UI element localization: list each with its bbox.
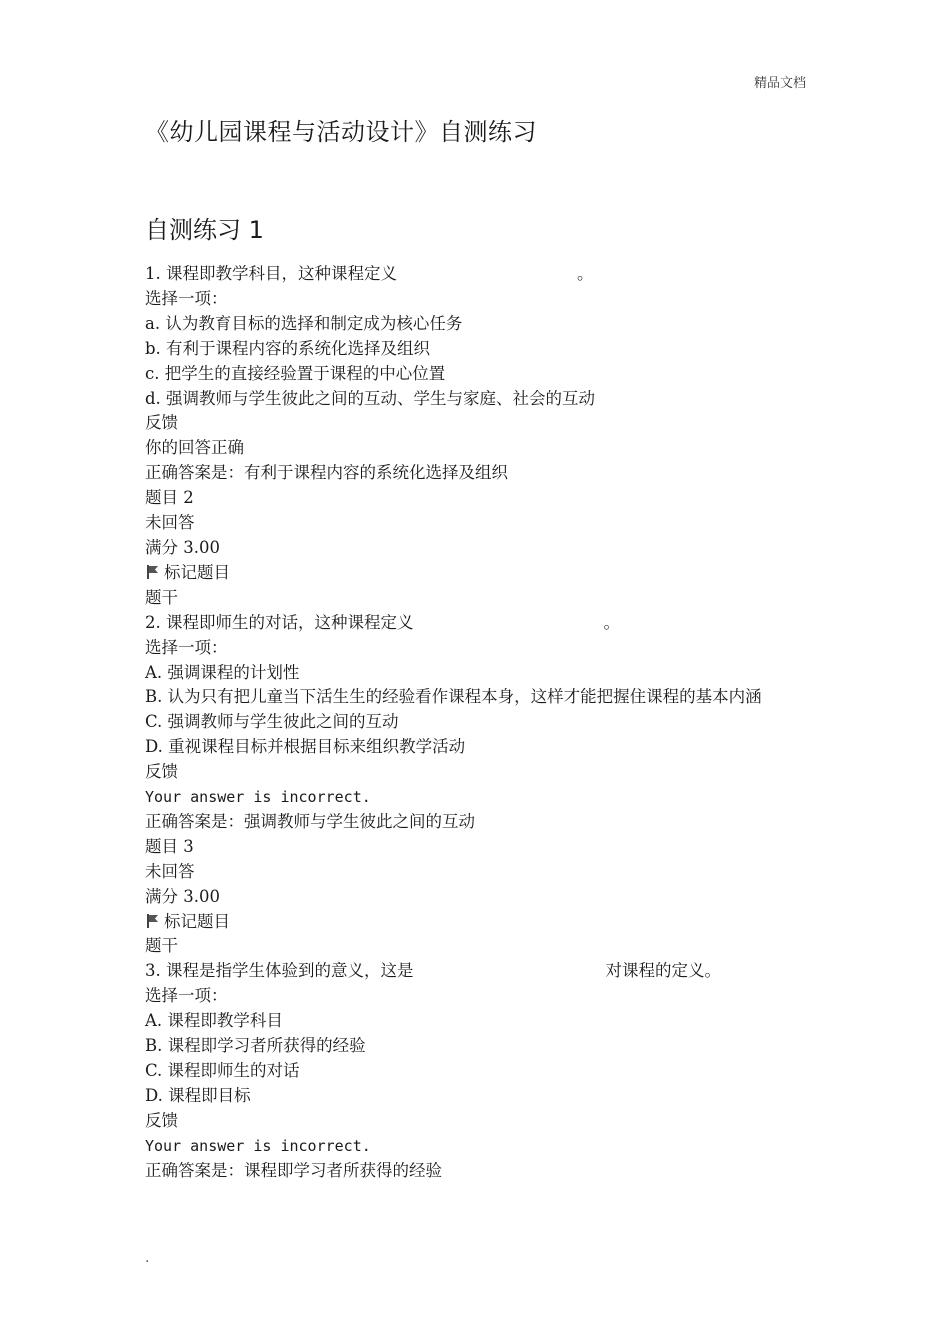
- q2-feedback-text: Your answer is incorrect.: [145, 788, 371, 807]
- q3-feedback-label: 反馈: [145, 1110, 178, 1130]
- q1-stem-after: 。: [577, 264, 594, 283]
- q1-option-d[interactable]: d. 强调教师与学生彼此之间的互动、学生与家庭、社会的互动: [145, 388, 596, 408]
- q1-option-b[interactable]: b. 有利于课程内容的系统化选择及组织: [145, 338, 431, 358]
- q3-correct-answer: 正确答案是：课程即学习者所获得的经验: [145, 1160, 442, 1180]
- q1-feedback-text: 你的回答正确: [145, 438, 244, 458]
- q3-option-d[interactable]: D. 课程即目标: [145, 1085, 251, 1105]
- quiz-content: [145, 262, 815, 1184]
- q3-select-prompt: 选择一项：: [145, 986, 228, 1006]
- flag-icon: [145, 913, 161, 929]
- q2-stem-after: 。: [603, 612, 620, 632]
- q2-score: 满分 3.00: [145, 537, 220, 557]
- q3-option-b[interactable]: B. 课程即学习者所获得的经验: [145, 1036, 366, 1056]
- q3-stem-after: 对课程的定义。: [605, 961, 721, 981]
- q1-feedback-label: 反馈: [145, 413, 178, 433]
- q1-option-a[interactable]: a. 认为教育目标的选择和制定成为核心任务: [145, 313, 463, 333]
- q2-select-prompt: 选择一项：: [145, 637, 228, 657]
- header-note: 精品文档: [753, 76, 806, 91]
- q2-flag-label: 标记题目: [164, 562, 230, 582]
- q3-option-c[interactable]: C. 课程即师生的对话: [145, 1061, 300, 1080]
- flag-icon: [145, 564, 161, 580]
- q3-option-a[interactable]: A. 课程即教学科目: [145, 1011, 283, 1031]
- q1-correct-answer: 正确答案是：有利于课程内容的系统化选择及组织: [145, 463, 508, 483]
- q2-flag-question[interactable]: [145, 561, 815, 586]
- q1-select-prompt: 选择一项：: [145, 288, 228, 308]
- q2-stem-label: 题干: [145, 587, 178, 607]
- q2-number: 题目 2: [145, 488, 194, 508]
- q2-option-c[interactable]: C. 强调教师与学生彼此之间的互动: [145, 712, 399, 732]
- q1-option-c[interactable]: c. 把学生的直接经验置于课程的中心位置: [145, 363, 446, 383]
- q2-feedback-label: 反馈: [145, 762, 178, 782]
- q1-stem: [145, 262, 815, 287]
- q1-stem-before: 1. 课程即教学科目，这种课程定义: [145, 264, 397, 283]
- q3-number: 题目 3: [145, 836, 194, 856]
- q2-status: 未回答: [145, 513, 195, 533]
- q3-stem-before: 3. 课程是指学生体验到的意义，这是: [145, 961, 414, 981]
- q2-stem-before: 2. 课程即师生的对话，这种课程定义: [145, 612, 414, 632]
- q3-feedback-text: Your answer is incorrect.: [145, 1136, 371, 1155]
- q3-flag-question[interactable]: [145, 910, 815, 935]
- q2-correct-answer: 正确答案是：强调教师与学生彼此之间的互动: [145, 811, 475, 831]
- q3-stem: [145, 959, 815, 984]
- q2-stem: [145, 611, 815, 636]
- q3-score: 满分 3.00: [145, 886, 220, 906]
- q2-option-a[interactable]: A. 强调课程的计划性: [145, 662, 300, 682]
- q2-option-b[interactable]: B. 认为只有把儿童当下活生生的经验看作课程本身，这样才能把握住课程的基本内涵: [145, 687, 762, 707]
- document-title: 《幼儿园课程与活动设计》自测练习: [145, 118, 537, 146]
- footer-mark: .: [145, 1250, 150, 1266]
- q2-option-d[interactable]: D. 重视课程目标并根据目标来组织教学活动: [145, 737, 466, 757]
- q3-stem-label: 题干: [145, 936, 178, 956]
- section-title: 自测练习 1: [145, 216, 264, 244]
- q3-flag-label: 标记题目: [164, 911, 230, 931]
- q3-status: 未回答: [145, 861, 195, 881]
